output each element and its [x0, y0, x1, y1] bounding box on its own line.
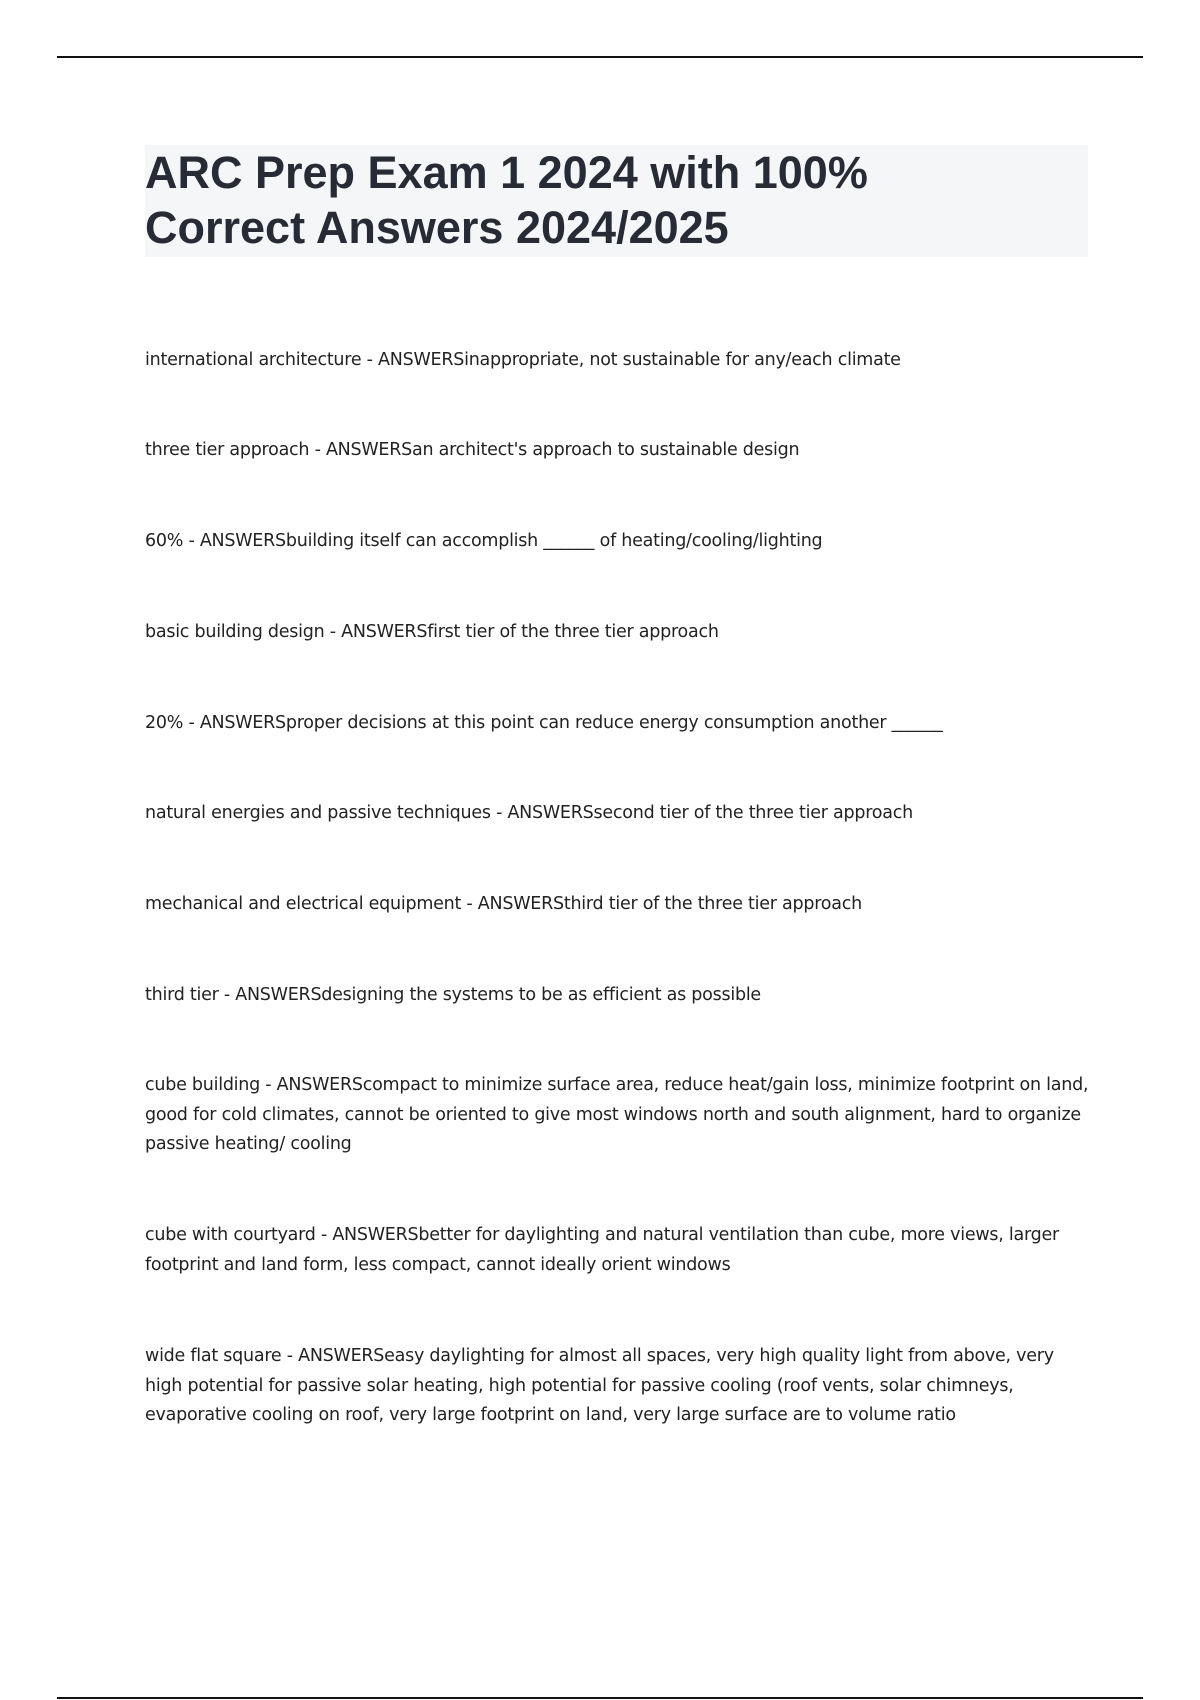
qa-item: third tier - ANSWERSdesigning the systems to be as efficient as possible [145, 985, 761, 1005]
qa-item: mechanical and electrical equipment - ANSWERSthird tier of the three tier approach [145, 894, 862, 914]
qa-item: 20% - ANSWERSproper decisions at this point can reduce energy consumption another ______ [145, 713, 943, 733]
qa-item: 60% - ANSWERSbuilding itself can accomplish ______ of heating/cooling/lighting [145, 531, 823, 551]
qa-item: international architecture - ANSWERSinappropriate, not sustainable for any/each climate [145, 350, 901, 370]
qa-item: natural energies and passive techniques - ANSWERSsecond tier of the three tier approach [145, 803, 913, 823]
qa-item: wide flat square - ANSWERSeasy daylighting for almost all spaces, very high quality light from above, very high potential for passive solar heating, high potential for passive cooling (roof vents, solar chimneys, evaporative cooling on roof, very large footprint on land, very large surface are to volume ratio [145, 1346, 1054, 1425]
bottom-rule [57, 1697, 1143, 1699]
qa-item: three tier approach - ANSWERSan architect's approach to sustainable design [145, 440, 800, 460]
qa-item: cube with courtyard - ANSWERSbetter for daylighting and natural ventilation than cube, more views, larger footprint and land form, less compact, cannot ideally orient windows [145, 1225, 1059, 1275]
document-title: ARC Prep Exam 1 2024 with 100% Correct Answers 2024/2025 [145, 147, 868, 253]
top-rule [57, 56, 1143, 58]
title-block [145, 145, 1088, 257]
qa-item: basic building design - ANSWERSfirst tier of the three tier approach [145, 622, 719, 642]
qa-item: cube building - ANSWERScompact to minimize surface area, reduce heat/gain loss, minimize footprint on land, good for cold climates, cannot be oriented to give most windows north and south alignment, hard to organize passive heating/ cooling [145, 1075, 1089, 1154]
